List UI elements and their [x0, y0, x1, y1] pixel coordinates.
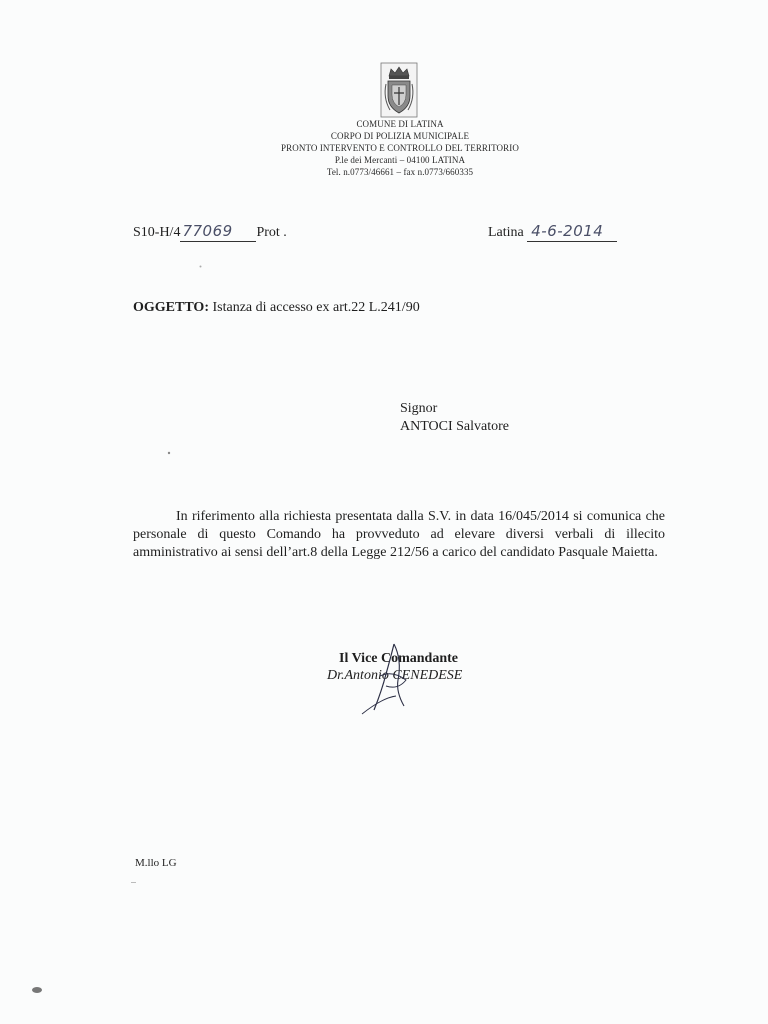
subject-line — [133, 300, 420, 316]
letterhead-address: P.le dei Mercanti – 04100 LATINA — [334, 155, 466, 165]
subject-text: Istanza di accesso ex art.22 L.241/90 — [212, 300, 420, 315]
letter-body: In riferimento alla richiesta presentata dalla S.V. in data 16/045/2014 si comunica che personale di questo Comando ha provveduto ad elevare diversi verbali di illecito amministrativo ai sensi dell’art.8 della Legge 212/56 a carico del candidato Pasquale Maietta. — [133, 509, 665, 560]
protocol-line — [133, 222, 287, 242]
letterhead-contacts: Tel. n.0773/46661 – fax n.0773/660335 — [326, 167, 474, 177]
subject-label: OGGETTO: — [133, 300, 209, 315]
protocol-prefix: S10-H/4 — [133, 225, 181, 240]
letterhead-corpo: CORPO DI POLIZIA MUNICIPALE — [330, 131, 470, 141]
signatory-title: Il Vice Comandante — [339, 651, 458, 666]
date-label: Latina — [488, 225, 524, 240]
recipient-title: Signor — [400, 401, 438, 416]
handwritten-signature — [352, 640, 422, 718]
protocol-suffix: Prot . — [256, 225, 287, 240]
protocol-number-field — [180, 222, 256, 242]
recipient-name: ANTOCI Salvatore — [400, 419, 509, 434]
date-handwritten: 4-6-2014 — [531, 222, 604, 240]
date-field — [527, 222, 617, 242]
scan-speck — [166, 450, 172, 456]
signatory-name: Dr.Antonio CENEDESE — [327, 668, 463, 683]
author-initials: M.llo LG — [135, 857, 177, 869]
protocol-number-handwritten: 77069 — [182, 222, 233, 240]
municipal-crest-icon — [380, 62, 418, 118]
scan-speck — [30, 985, 44, 995]
scan-speck — [130, 880, 138, 886]
letterhead-comune: COMUNE DI LATINA — [356, 119, 444, 129]
letterhead-department: PRONTO INTERVENTO E CONTROLLO DEL TERRITORIO — [281, 143, 519, 153]
date-line — [488, 222, 617, 242]
scan-speck — [198, 264, 203, 269]
